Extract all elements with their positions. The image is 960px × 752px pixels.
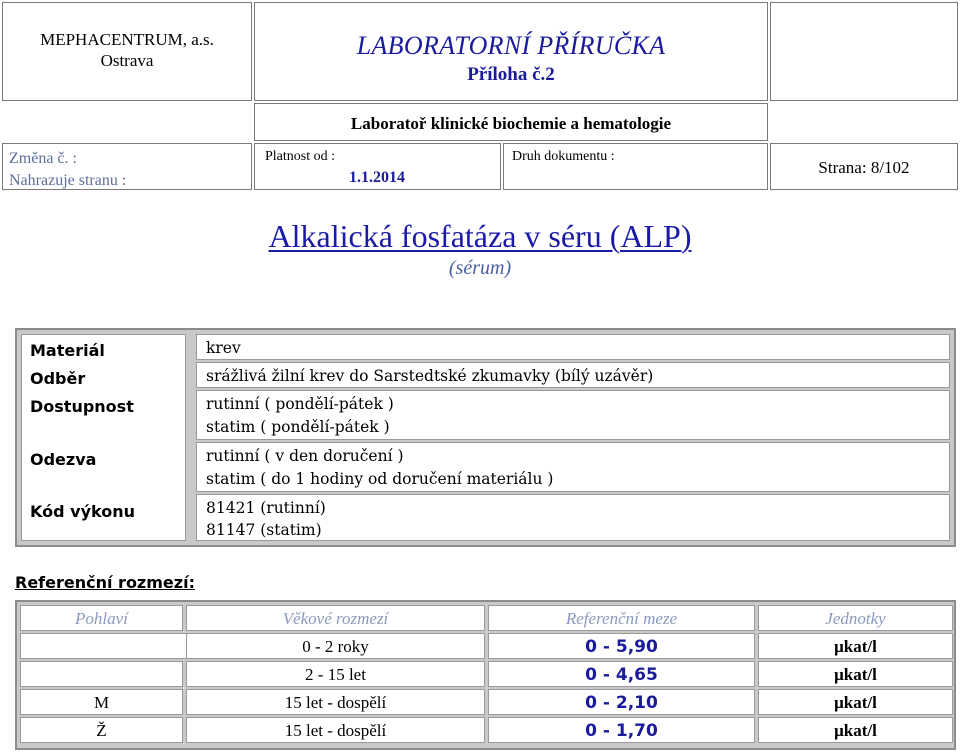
- change-label: Změna č. :: [9, 150, 77, 167]
- ref-row-3-range: 0 - 2,10: [488, 689, 755, 715]
- ref-row-4-age: 15 let - dospělí: [186, 717, 485, 743]
- doc-subtitle: Příloha č.2: [467, 64, 555, 85]
- odber-label: Odběr: [30, 369, 86, 388]
- odezva-value-1: rutinní ( v den doručení ): [206, 447, 404, 465]
- validity-cell: [254, 143, 501, 190]
- ref-row-2-age: 2 - 15 let: [186, 661, 485, 687]
- page-subtitle: (sérum): [448, 257, 512, 279]
- change-cell: [2, 143, 252, 190]
- odber-value-cell: [196, 362, 950, 388]
- info-table: [15, 328, 956, 547]
- header-empty-cell: [770, 2, 958, 101]
- kod-label: Kód výkonu: [30, 502, 135, 521]
- lab-name-cell: [254, 103, 768, 141]
- ref-row-3-sex: M: [20, 689, 183, 715]
- ref-row-2-sex: [20, 661, 183, 687]
- validity-date: 1.1.2014: [349, 169, 405, 186]
- ref-row-4-sex: Ž: [20, 717, 183, 743]
- page-title: Alkalická fosfatáza v séru (ALP): [268, 218, 692, 254]
- page-cell: [770, 143, 958, 190]
- info-label-column: [21, 334, 186, 541]
- doc-type-cell: [503, 143, 768, 190]
- doc-type-label: Druh dokumentu :: [512, 149, 615, 164]
- lab-name: Laboratoř klinické biochemie a hematologie: [350, 114, 672, 133]
- dostupnost-value-2: statim ( pondělí-pátek ): [206, 418, 390, 436]
- odezva-label: Odezva: [30, 450, 97, 469]
- ref-row-4-unit: μkat/l: [758, 717, 953, 743]
- material-label: Materiál: [30, 341, 105, 360]
- reference-table: [15, 600, 956, 750]
- reference-title: Referenční rozmezí:: [15, 573, 195, 592]
- document-header: [2, 2, 958, 190]
- ref-row-2-unit: μkat/l: [758, 661, 953, 687]
- ref-row-3-unit: μkat/l: [758, 689, 953, 715]
- ref-header-range: Referenční meze: [488, 605, 755, 631]
- dostupnost-value-cell: [196, 390, 950, 440]
- odezva-value-cell: [196, 442, 950, 492]
- odezva-value-2: statim ( do 1 hodiny od doručení materiálu ): [206, 470, 554, 488]
- kod-value-1: 81421 (rutinní): [206, 499, 326, 517]
- ref-header-sex: Pohlaví: [20, 605, 183, 631]
- material-value-cell: [196, 334, 950, 360]
- ref-header-unit: Jednotky: [758, 605, 953, 631]
- ref-row-1-unit: μkat/l: [758, 633, 953, 659]
- odber-value: srážlivá žilní krev do Sarstedtské zkumavky (bílý uzávěr): [206, 367, 654, 385]
- ref-row-3-age: 15 let - dospělí: [186, 689, 485, 715]
- material-value: krev: [206, 339, 241, 357]
- ref-row-4-range: 0 - 1,70: [488, 717, 755, 743]
- dostupnost-value-1: rutinní ( pondělí-pátek ): [206, 395, 394, 413]
- doc-title-cell: [254, 2, 768, 101]
- dostupnost-label: Dostupnost: [30, 397, 134, 416]
- company-name: MEPHACENTRUM, a.s. Ostrava: [40, 30, 214, 70]
- doc-title: LABORATORNÍ PŘÍRUČKA: [356, 31, 666, 60]
- ref-row-2-range: 0 - 4,65: [488, 661, 755, 687]
- company-cell: [2, 2, 252, 101]
- ref-header-age: Věkové rozmezí: [186, 605, 485, 631]
- replaces-label: Nahrazuje stranu :: [9, 172, 127, 189]
- validity-label: Platnost od :: [265, 149, 336, 164]
- kod-value-2: 81147 (statim): [206, 521, 322, 539]
- page-number: Strana: 8/102: [818, 158, 910, 177]
- ref-row-1-range: 0 - 5,90: [488, 633, 755, 659]
- kod-value-cell: [196, 494, 950, 541]
- ref-row-1-age: 0 - 2 roky: [186, 633, 485, 659]
